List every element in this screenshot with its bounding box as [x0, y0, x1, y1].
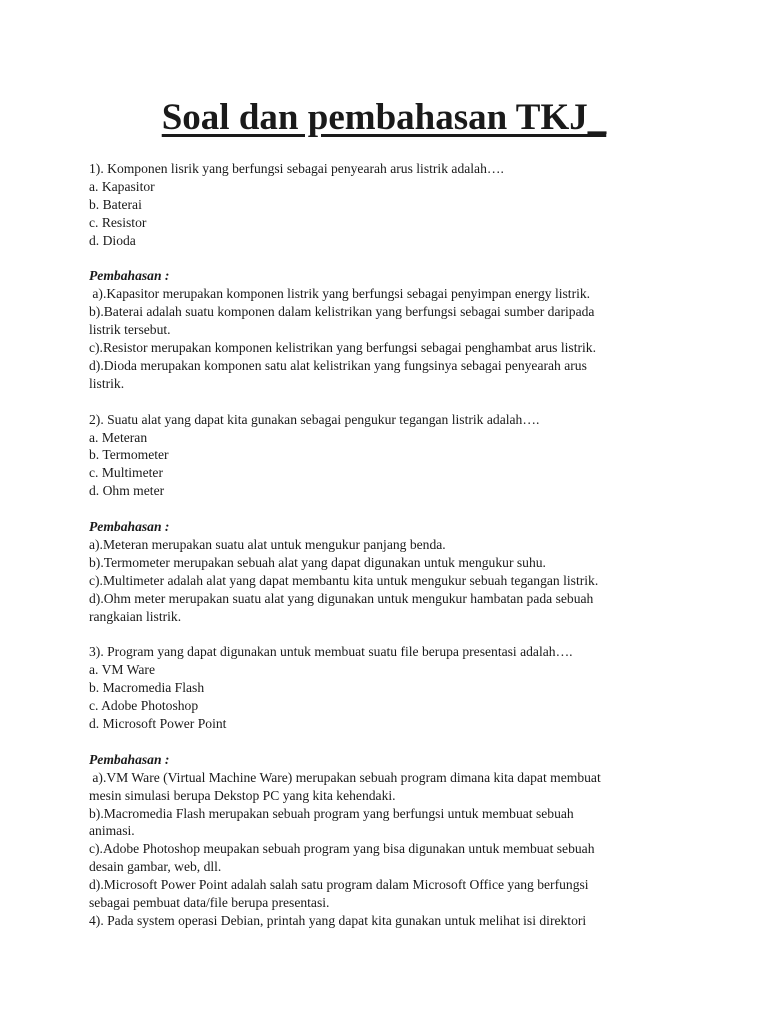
option-a: a. Meteran — [89, 429, 148, 445]
option-b: b. Baterai — [89, 196, 142, 212]
question-text: 3). Program yang dapat digunakan untuk membuat suatu file berupa presentasi adalah…. — [89, 644, 573, 660]
option-c: c. Adobe Photoshop — [89, 698, 199, 714]
option-b: b. Termometer — [89, 447, 169, 463]
pembahasan-heading: Pembahasan : — [89, 751, 170, 767]
explanation-line: a).Meteran merupakan suatu alat untuk mengukur panjang benda. — [89, 536, 446, 552]
option-d: d. Ohm meter — [89, 483, 165, 499]
option-d: d. Microsoft Power Point — [89, 716, 227, 732]
option-d: d. Dioda — [89, 232, 136, 248]
question-1 — [89, 160, 669, 411]
pembahasan-heading: Pembahasan : — [89, 268, 170, 284]
explanation-line: d).Dioda merupakan komponen satu alat kelistrikan yang fungsinya sebagai penyearah arus — [89, 357, 587, 373]
option-a: a. VM Ware — [89, 662, 155, 678]
explanation-line: b).Baterai adalah suatu komponen dalam kelistrikan yang berfungsi sebagai sumber daripada — [89, 304, 595, 320]
explanation-line: a).Kapasitor merupakan komponen listrik yang berfungsi sebagai penyimpan energy listrik. — [89, 286, 591, 302]
explanation-line: rangkaian listrik. — [89, 608, 182, 624]
explanation-line: a).VM Ware (Virtual Machine Ware) merupakan sebuah program dimana kita dapat membuat — [89, 769, 601, 785]
option-c: c. Resistor — [89, 214, 147, 230]
explanation-line: d).Microsoft Power Point adalah salah satu program dalam Microsoft Office yang berfungsi — [89, 877, 589, 893]
pembahasan-heading: Pembahasan : — [89, 519, 170, 535]
question-text: 2). Suatu alat yang dapat kita gunakan sebagai pengukur tegangan listrik adalah…. — [89, 411, 540, 427]
explanation-line: b).Macromedia Flash merupakan sebuah program yang berfungsi untuk membuat sebuah — [89, 805, 574, 821]
option-c: c. Multimeter — [89, 465, 163, 481]
question-3 — [89, 643, 669, 912]
explanation-line: c).Multimeter adalah alat yang dapat membantu kita untuk mengukur sebuah tegangan listrik. — [89, 572, 599, 588]
explanation-line: listrik. — [89, 375, 125, 391]
explanation-line: d).Ohm meter merupakan suatu alat yang digunakan untuk mengukur hambatan pada sebuah — [89, 590, 594, 606]
explanation-line: c).Resistor merupakan komponen kelistrikan yang berfungsi sebagai penghambat arus listrik. — [89, 340, 596, 356]
explanation-line: c).Adobe Photoshop meupakan sebuah program yang bisa digunakan untuk membuat sebuah — [89, 841, 595, 857]
explanation-line: mesin simulasi berupa Dekstop PC yang kita kehendaki. — [89, 787, 396, 803]
option-b: b. Macromedia Flash — [89, 680, 205, 696]
explanation-line: b).Termometer merupakan sebuah alat yang dapat digunakan untuk mengukur suhu. — [89, 554, 546, 570]
question-text: 4). Pada system operasi Debian, printah yang dapat kita gunakan untuk melihat isi direktori — [89, 912, 587, 928]
explanation-line: listrik tersebut. — [89, 322, 171, 338]
question-text: 1). Komponen lisrik yang berfungsi sebagai penyearah arus listrik adalah…. — [89, 161, 504, 176]
explanation-line: desain gambar, web, dll. — [89, 859, 222, 875]
page-title: Soal dan pembahasan TKJ_ — [161, 97, 607, 138]
document-body — [89, 160, 669, 930]
question-2 — [89, 411, 669, 644]
explanation-line: animasi. — [89, 823, 135, 839]
question-4 — [89, 912, 669, 930]
option-a: a. Kapasitor — [89, 178, 155, 194]
explanation-line: sebagai pembuat data/file berupa presentasi. — [89, 895, 330, 911]
